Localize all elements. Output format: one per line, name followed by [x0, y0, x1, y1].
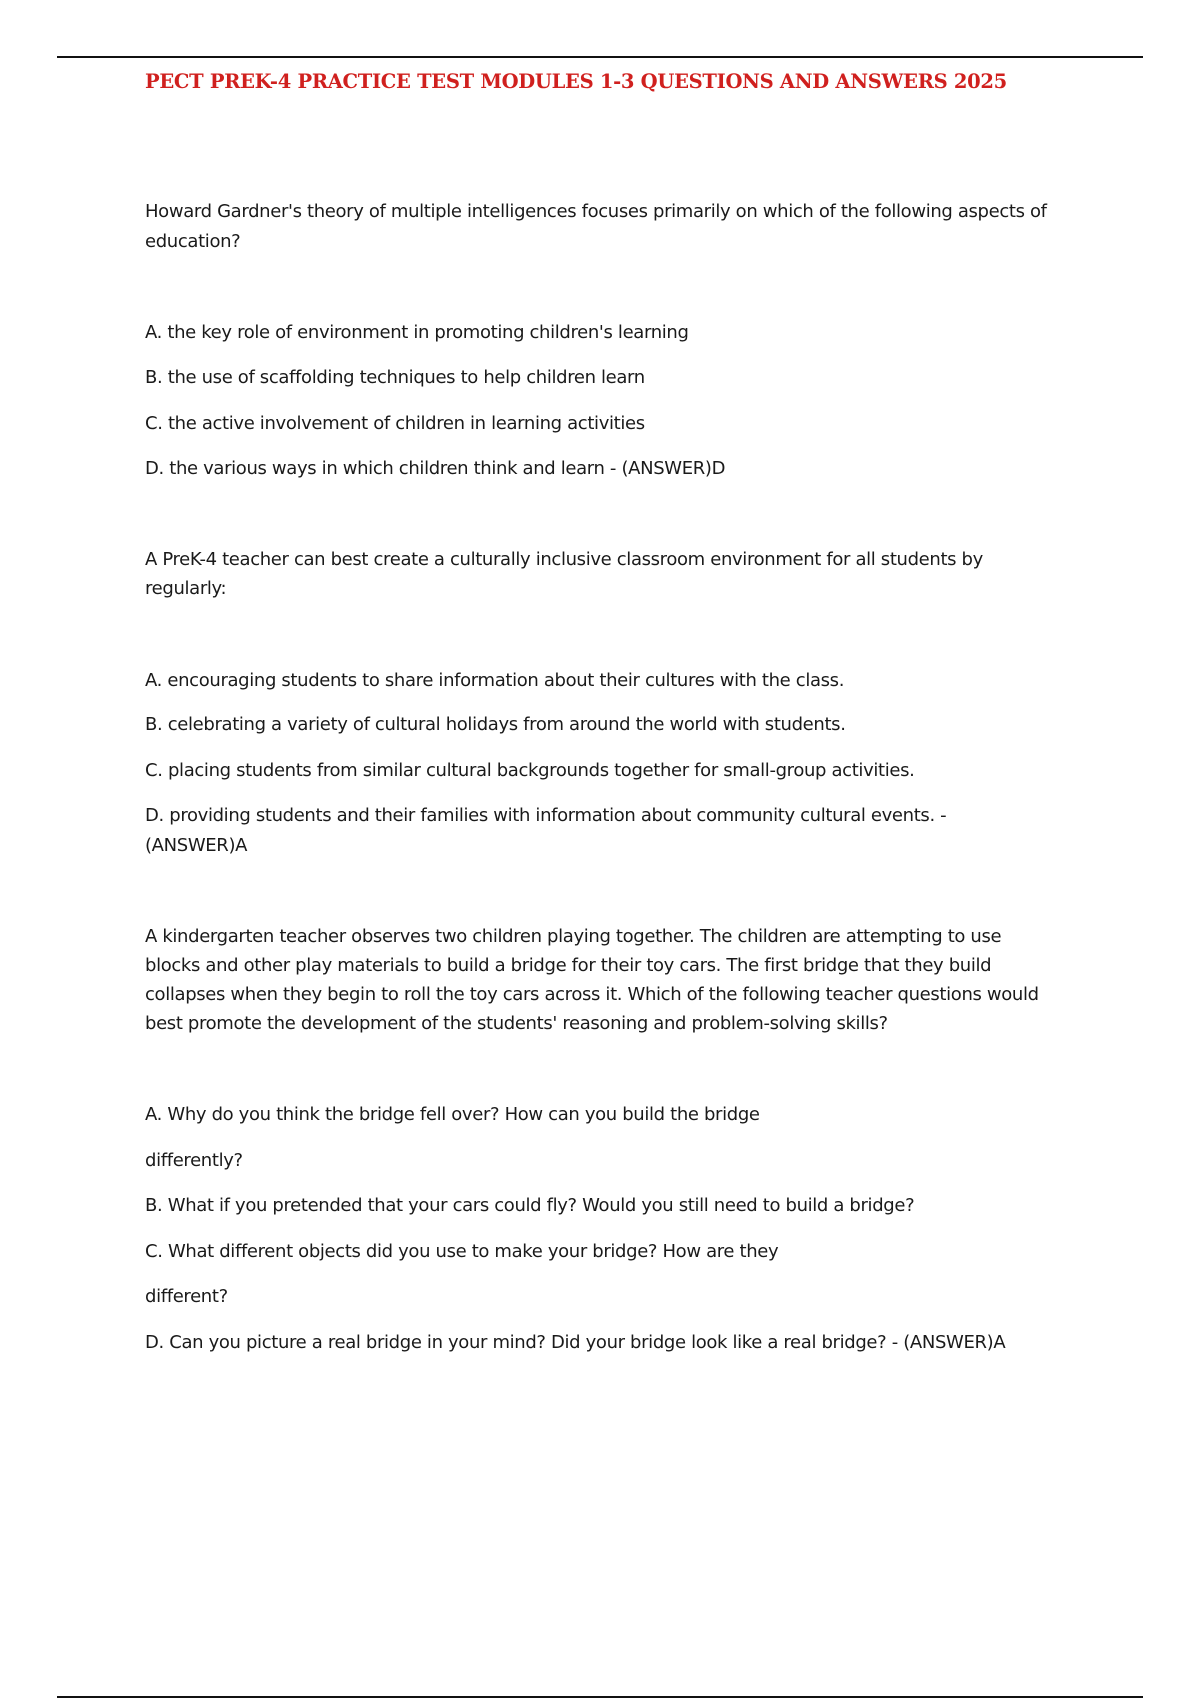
question-3-option-a: A. Why do you think the bridge fell over? How can you build the bridge	[145, 1104, 760, 1125]
question-1-option-c: C. the active involvement of children in learning activities	[145, 413, 645, 434]
question-2-option-c: C. placing students from similar cultural backgrounds together for small-group activities.	[145, 760, 915, 781]
question-1-option-d: D. the various ways in which children think and learn - (ANSWER)D	[145, 458, 726, 479]
top-rule	[57, 56, 1143, 58]
question-2-option-d: D. providing students and their families with information about community cultural events. -	[145, 805, 947, 826]
question-3-stem-line-2: blocks and other play materials to build a bridge for their toy cars. The first bridge that they build	[145, 955, 992, 976]
question-1-option-a: A. the key role of environment in promoting children's learning	[145, 322, 689, 343]
question-3-option-d: D. Can you picture a real bridge in your mind? Did your bridge look like a real bridge? - (ANSWER)A	[145, 1332, 1006, 1353]
question-1-stem-line-2: education?	[145, 231, 241, 252]
bottom-rule	[57, 1696, 1143, 1698]
question-3-option-a-continued: differently?	[145, 1150, 243, 1171]
question-2-answer: (ANSWER)A	[145, 835, 248, 856]
question-2-stem-line-2: regularly:	[145, 578, 227, 599]
question-3-option-c-continued: different?	[145, 1286, 228, 1307]
question-2-stem-line-1: A PreK-4 teacher can best create a culturally inclusive classroom environment for all students by	[145, 549, 983, 570]
question-3-stem-line-1: A kindergarten teacher observes two children playing together. The children are attempting to use	[145, 926, 1002, 947]
question-1-stem-line-1: Howard Gardner's theory of multiple intelligences focuses primarily on which of the following aspects of	[145, 201, 1047, 222]
document-title: PECT PREK-4 PRACTICE TEST MODULES 1-3 QUESTIONS AND ANSWERS 2025	[145, 70, 1007, 93]
question-1-option-b: B. the use of scaffolding techniques to help children learn	[145, 367, 645, 388]
question-3-stem-line-4: best promote the development of the students' reasoning and problem-solving skills?	[145, 1013, 888, 1034]
question-3-stem-line-3: collapses when they begin to roll the toy cars across it. Which of the following teacher questions would	[145, 984, 1039, 1005]
question-3-option-c: C. What different objects did you use to make your bridge? How are they	[145, 1241, 779, 1262]
question-3-option-b: B. What if you pretended that your cars could fly? Would you still need to build a bridge?	[145, 1195, 915, 1216]
question-2-option-a: A. encouraging students to share information about their cultures with the class.	[145, 670, 845, 691]
question-2-option-b: B. celebrating a variety of cultural holidays from around the world with students.	[145, 714, 846, 735]
